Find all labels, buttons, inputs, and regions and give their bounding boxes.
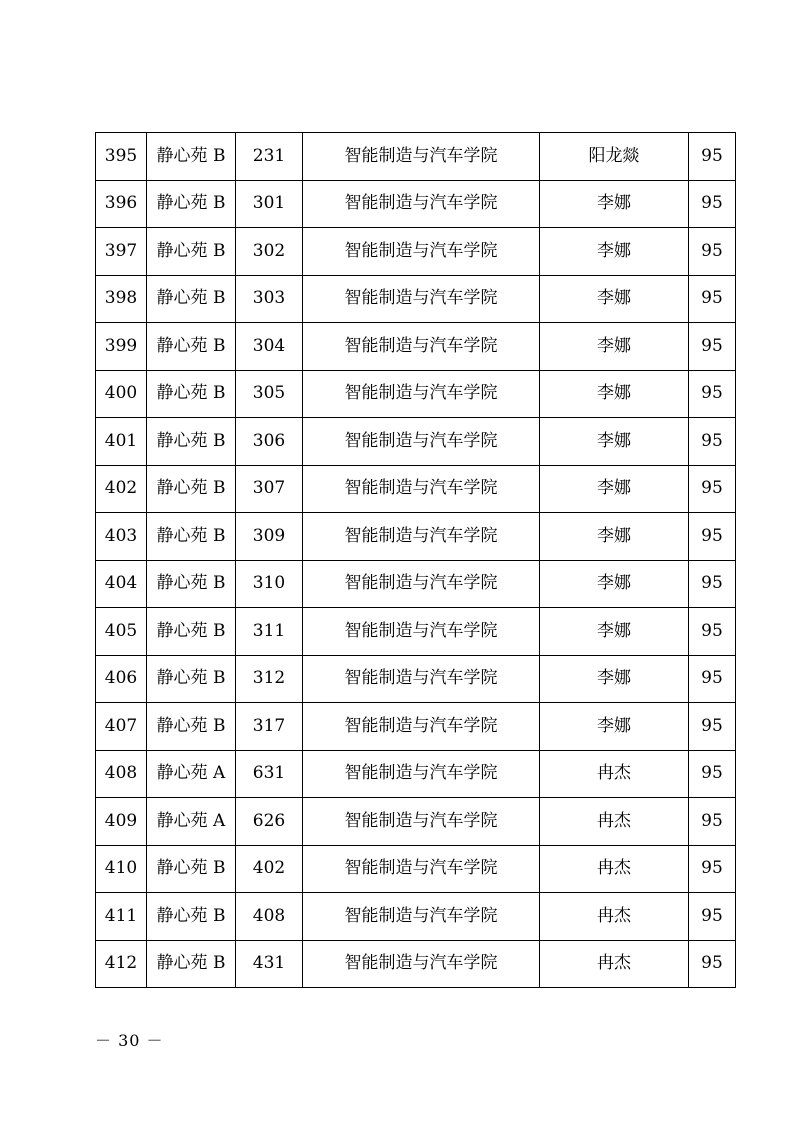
table-row <box>96 513 736 561</box>
building-cell: 静心苑 B <box>147 180 236 228</box>
room-cell: 303 <box>236 275 303 323</box>
score-cell: 95 <box>689 750 736 798</box>
college-cell: 智能制造与汽车学院 <box>303 465 540 513</box>
name-cell: 李娜 <box>540 703 689 751</box>
score-cell: 95 <box>689 323 736 371</box>
college-cell: 智能制造与汽车学院 <box>303 845 540 893</box>
name-cell: 李娜 <box>540 655 689 703</box>
name-cell: 李娜 <box>540 275 689 323</box>
college-cell: 智能制造与汽车学院 <box>303 560 540 608</box>
table-row <box>96 418 736 466</box>
name-cell: 李娜 <box>540 560 689 608</box>
name-cell: 李娜 <box>540 513 689 561</box>
row-number-cell: 407 <box>96 703 147 751</box>
college-cell: 智能制造与汽车学院 <box>303 513 540 561</box>
college-cell: 智能制造与汽车学院 <box>303 655 540 703</box>
table-row <box>96 275 736 323</box>
table-row <box>96 133 736 181</box>
score-table <box>95 132 736 988</box>
row-number-cell: 398 <box>96 275 147 323</box>
building-cell: 静心苑 A <box>147 798 236 846</box>
row-number-cell: 409 <box>96 798 147 846</box>
score-cell: 95 <box>689 370 736 418</box>
score-cell: 95 <box>689 655 736 703</box>
table-row <box>96 940 736 988</box>
college-cell: 智能制造与汽车学院 <box>303 418 540 466</box>
building-cell: 静心苑 B <box>147 845 236 893</box>
score-cell: 95 <box>689 465 736 513</box>
row-number-cell: 403 <box>96 513 147 561</box>
building-cell: 静心苑 B <box>147 323 236 371</box>
room-cell: 302 <box>236 228 303 276</box>
building-cell: 静心苑 B <box>147 940 236 988</box>
score-cell: 95 <box>689 798 736 846</box>
name-cell: 李娜 <box>540 465 689 513</box>
score-cell: 95 <box>689 845 736 893</box>
college-cell: 智能制造与汽车学院 <box>303 798 540 846</box>
room-cell: 402 <box>236 845 303 893</box>
row-number-cell: 406 <box>96 655 147 703</box>
room-cell: 306 <box>236 418 303 466</box>
score-cell: 95 <box>689 703 736 751</box>
row-number-cell: 395 <box>96 133 147 181</box>
row-number-cell: 405 <box>96 608 147 656</box>
college-cell: 智能制造与汽车学院 <box>303 750 540 798</box>
building-cell: 静心苑 B <box>147 893 236 941</box>
row-number-cell: 400 <box>96 370 147 418</box>
room-cell: 408 <box>236 893 303 941</box>
college-cell: 智能制造与汽车学院 <box>303 275 540 323</box>
page-number: － 30 － <box>95 1031 164 1050</box>
college-cell: 智能制造与汽车学院 <box>303 703 540 751</box>
name-cell: 冉杰 <box>540 750 689 798</box>
room-cell: 301 <box>236 180 303 228</box>
table-row <box>96 798 736 846</box>
room-cell: 312 <box>236 655 303 703</box>
room-cell: 431 <box>236 940 303 988</box>
building-cell: 静心苑 B <box>147 228 236 276</box>
score-cell: 95 <box>689 560 736 608</box>
building-cell: 静心苑 B <box>147 608 236 656</box>
building-cell: 静心苑 B <box>147 133 236 181</box>
name-cell: 李娜 <box>540 228 689 276</box>
score-cell: 95 <box>689 275 736 323</box>
name-cell: 阳龙燚 <box>540 133 689 181</box>
name-cell: 李娜 <box>540 370 689 418</box>
name-cell: 冉杰 <box>540 798 689 846</box>
row-number-cell: 402 <box>96 465 147 513</box>
table-row <box>96 893 736 941</box>
row-number-cell: 401 <box>96 418 147 466</box>
college-cell: 智能制造与汽车学院 <box>303 180 540 228</box>
building-cell: 静心苑 B <box>147 275 236 323</box>
name-cell: 冉杰 <box>540 893 689 941</box>
building-cell: 静心苑 A <box>147 750 236 798</box>
table-body <box>96 133 736 988</box>
building-cell: 静心苑 B <box>147 513 236 561</box>
building-cell: 静心苑 B <box>147 370 236 418</box>
building-cell: 静心苑 B <box>147 703 236 751</box>
room-cell: 317 <box>236 703 303 751</box>
score-cell: 95 <box>689 418 736 466</box>
row-number-cell: 411 <box>96 893 147 941</box>
score-cell: 95 <box>689 180 736 228</box>
building-cell: 静心苑 B <box>147 418 236 466</box>
name-cell: 李娜 <box>540 180 689 228</box>
score-cell: 95 <box>689 608 736 656</box>
table-row <box>96 560 736 608</box>
row-number-cell: 412 <box>96 940 147 988</box>
row-number-cell: 404 <box>96 560 147 608</box>
table-row <box>96 323 736 371</box>
room-cell: 307 <box>236 465 303 513</box>
room-cell: 231 <box>236 133 303 181</box>
score-cell: 95 <box>689 513 736 561</box>
row-number-cell: 397 <box>96 228 147 276</box>
score-cell: 95 <box>689 228 736 276</box>
room-cell: 310 <box>236 560 303 608</box>
room-cell: 305 <box>236 370 303 418</box>
college-cell: 智能制造与汽车学院 <box>303 228 540 276</box>
college-cell: 智能制造与汽车学院 <box>303 323 540 371</box>
name-cell: 李娜 <box>540 418 689 466</box>
name-cell: 李娜 <box>540 323 689 371</box>
score-cell: 95 <box>689 133 736 181</box>
building-cell: 静心苑 B <box>147 465 236 513</box>
college-cell: 智能制造与汽车学院 <box>303 893 540 941</box>
room-cell: 626 <box>236 798 303 846</box>
table-row <box>96 703 736 751</box>
row-number-cell: 410 <box>96 845 147 893</box>
table-row <box>96 180 736 228</box>
college-cell: 智能制造与汽车学院 <box>303 133 540 181</box>
table-row <box>96 845 736 893</box>
table-row <box>96 228 736 276</box>
building-cell: 静心苑 B <box>147 560 236 608</box>
college-cell: 智能制造与汽车学院 <box>303 940 540 988</box>
name-cell: 冉杰 <box>540 845 689 893</box>
room-cell: 304 <box>236 323 303 371</box>
room-cell: 631 <box>236 750 303 798</box>
name-cell: 冉杰 <box>540 940 689 988</box>
table-row <box>96 465 736 513</box>
score-cell: 95 <box>689 940 736 988</box>
table-row <box>96 655 736 703</box>
room-cell: 309 <box>236 513 303 561</box>
college-cell: 智能制造与汽车学院 <box>303 608 540 656</box>
table-row <box>96 608 736 656</box>
table-row <box>96 750 736 798</box>
building-cell: 静心苑 B <box>147 655 236 703</box>
table-row <box>96 370 736 418</box>
row-number-cell: 408 <box>96 750 147 798</box>
room-cell: 311 <box>236 608 303 656</box>
row-number-cell: 399 <box>96 323 147 371</box>
score-table-container <box>95 132 735 988</box>
row-number-cell: 396 <box>96 180 147 228</box>
name-cell: 李娜 <box>540 608 689 656</box>
college-cell: 智能制造与汽车学院 <box>303 370 540 418</box>
score-cell: 95 <box>689 893 736 941</box>
